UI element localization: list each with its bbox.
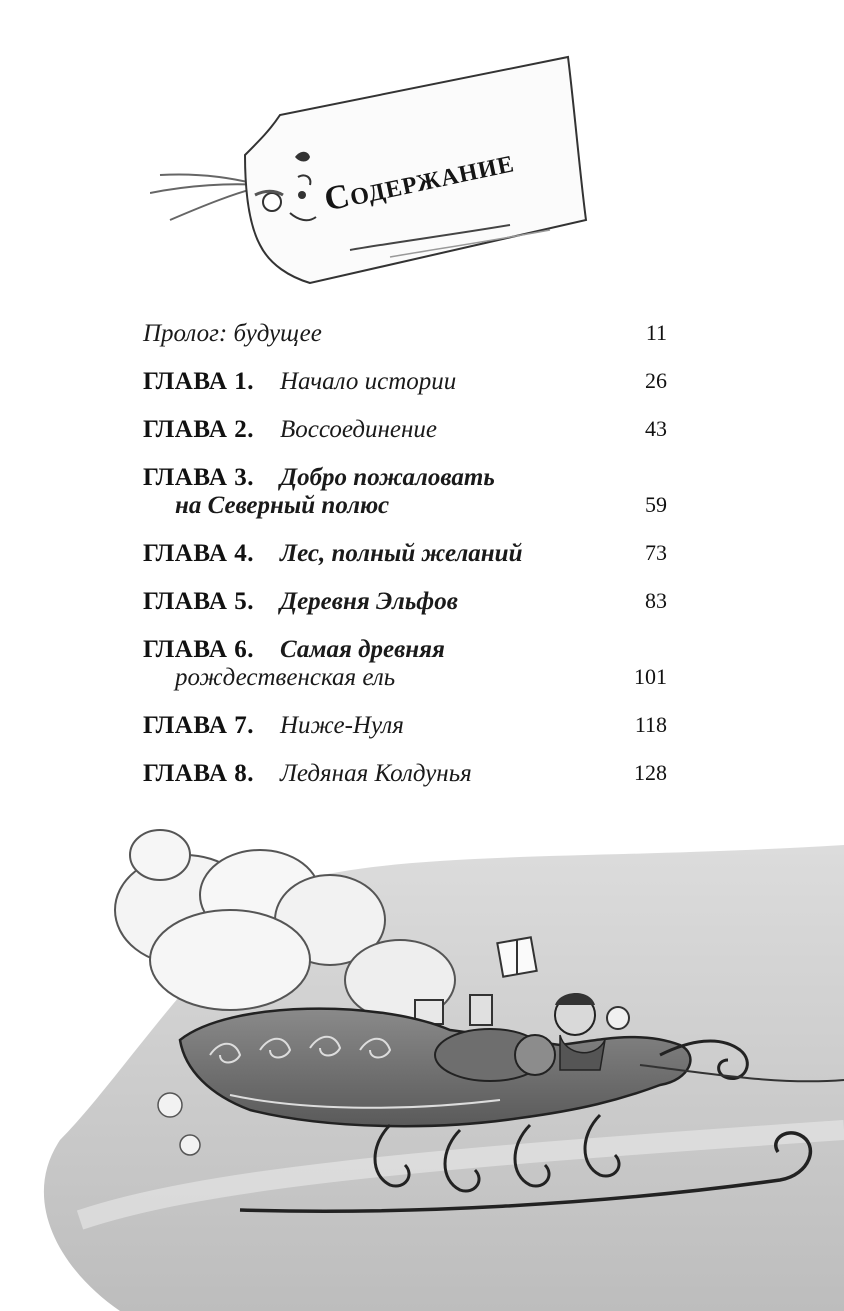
chapter-title: Ниже-Нуля — [280, 712, 404, 739]
toc-chapter-7[interactable] — [143, 712, 667, 752]
toc-chapter-1[interactable] — [143, 368, 667, 408]
toc-chapter-8[interactable] — [143, 760, 667, 800]
chapter-title-line2: рождественская ель — [175, 664, 396, 691]
toc-chapter-5[interactable] — [143, 588, 667, 628]
chapter-page: 101 — [634, 664, 667, 689]
chapter-title: Самая древняя — [280, 636, 445, 663]
chapter-label: ГЛАВА 6. — [143, 636, 254, 663]
chapter-label: ГЛАВА 3. — [143, 464, 254, 491]
toc-prolog[interactable] — [143, 320, 667, 360]
chapter-page: 26 — [645, 368, 667, 393]
toc-chapter-4[interactable] — [143, 540, 667, 580]
gift-tag-icon — [150, 45, 590, 295]
chapter-page: 73 — [645, 540, 667, 565]
chapter-title: Деревня Эльфов — [280, 588, 458, 615]
prolog-title: Пролог: будущее — [143, 320, 322, 347]
chapter-page: 43 — [645, 416, 667, 441]
chapter-label: ГЛАВА 2. — [143, 416, 254, 443]
chapter-label: ГЛАВА 7. — [143, 712, 254, 739]
chapter-label: ГЛАВА 5. — [143, 588, 254, 615]
chapter-title: Начало истории — [280, 368, 457, 395]
chapter-title: Добро пожаловать — [280, 464, 495, 491]
chapter-title-line2: на Северный полюс — [175, 492, 390, 519]
chapter-title: Лес, полный желаний — [280, 540, 523, 567]
contents-title: Содержание — [321, 142, 518, 219]
prolog-page: 11 — [645, 320, 667, 345]
toc-chapter-3[interactable] — [143, 464, 667, 528]
toc-chapter-2[interactable] — [143, 416, 667, 456]
chapter-label: ГЛАВА 1. — [143, 368, 254, 395]
chapter-page: 118 — [634, 712, 667, 737]
chapter-title: Ледяная Колдунья — [280, 760, 472, 787]
chapter-label: ГЛАВА 4. — [143, 540, 254, 567]
sleigh-illustration-icon — [0, 800, 844, 1311]
chapter-page: 128 — [634, 760, 667, 785]
chapter-page: 83 — [645, 588, 667, 613]
chapter-label: ГЛАВА 8. — [143, 760, 254, 787]
contents-tag — [150, 45, 590, 295]
toc-chapter-6[interactable] — [143, 636, 667, 700]
chapter-page: 59 — [645, 492, 667, 517]
chapter-title: Воссоединение — [280, 416, 437, 443]
